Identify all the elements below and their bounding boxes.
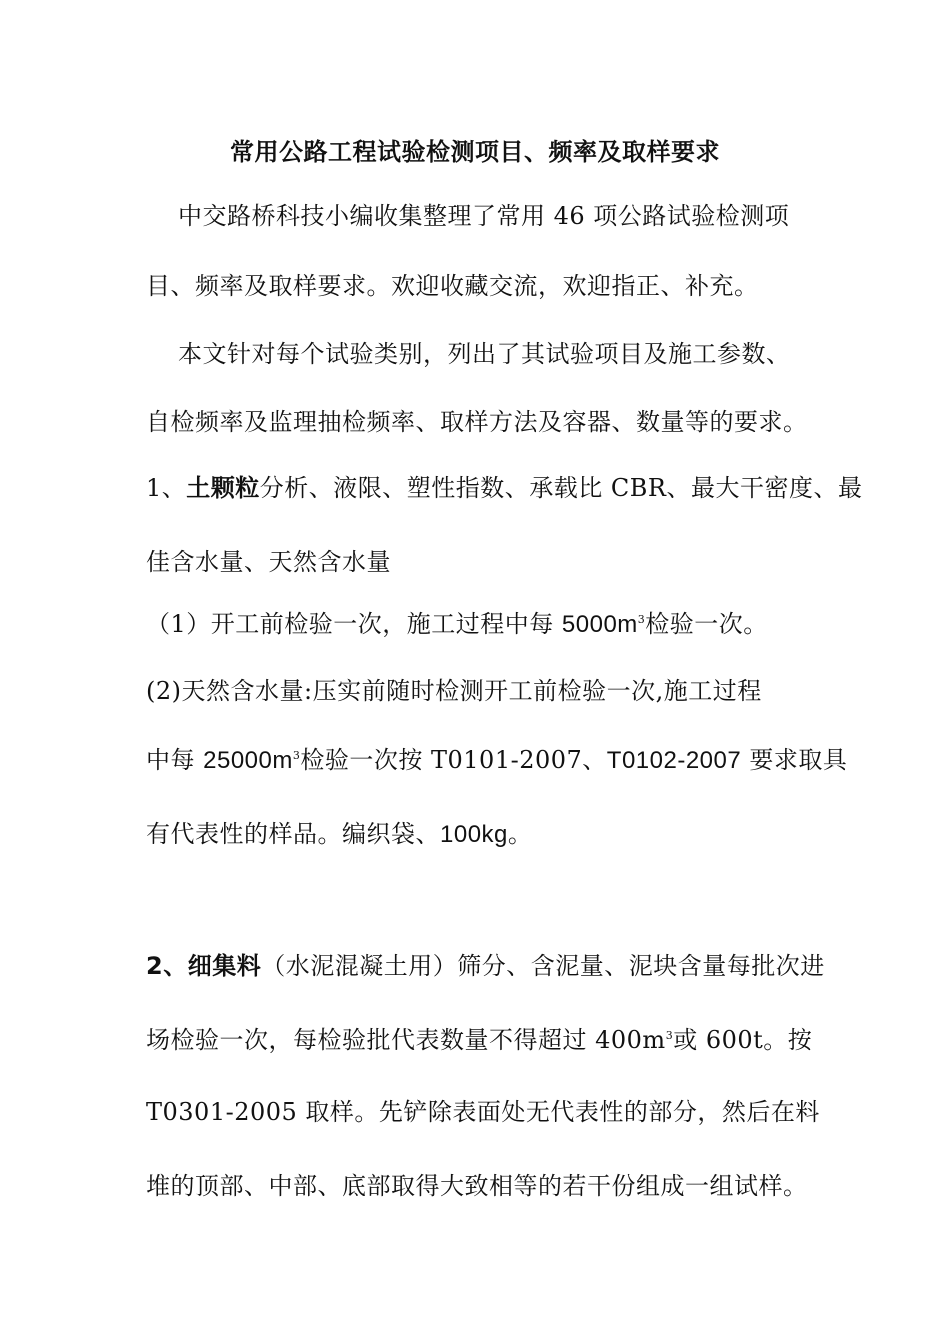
- section2-line-4: 堆的顶部、中部、底部取得大致相等的若干份组成一组试样。: [146, 1172, 808, 1200]
- section1-heading-line: [146, 472, 863, 504]
- section1-item2-line1: (2)天然含水量:压实前随时检测开工前检验一次,施工过程: [146, 677, 762, 705]
- section1-item2-line3-text-b: 。: [507, 820, 533, 848]
- section1-line1-text: 分析、液限、塑性指数、承载比 CBR、最大干密度、最: [259, 474, 863, 502]
- section1-item1-text-a: （1）开工前检验一次，施工过程中每: [146, 610, 562, 638]
- section2-line2-text-a: 场检验一次，每检验批代表数量不得超过 400m: [146, 1026, 666, 1054]
- intro-line-1: 中交路桥科技小编收集整理了常用 46 项公路试验检测项: [178, 202, 790, 230]
- section1-item2-text-c: 要求取具: [741, 746, 848, 774]
- page-title: 常用公路工程试验检测项目、频率及取样要求: [230, 138, 720, 166]
- section2-number: 2、: [146, 952, 188, 980]
- section1-item2-line3: [146, 818, 826, 851]
- section2-heading-line: [146, 950, 826, 982]
- intro-line-3: 本文针对每个试验类别，列出了其试验项目及施工参数、: [178, 340, 791, 368]
- section1-item2-text-b: 检验一次按 T0101-2007、: [300, 746, 607, 774]
- intro-line-2: 目、频率及取样要求。欢迎收藏交流，欢迎指正、补充。: [146, 272, 759, 300]
- section1-item2-line3-text-a: 有代表性的样品。编织袋、: [146, 820, 440, 848]
- section1-term: 土颗粒: [186, 474, 260, 502]
- section1-item2-line2: [146, 744, 848, 777]
- section1-line-2: 佳含水量、天然含水量: [146, 548, 391, 576]
- section2-line-2: [146, 1024, 826, 1056]
- section2-line2-text-b: 或 600t。按: [673, 1026, 813, 1054]
- section1-item2-quantity: 25000m: [203, 747, 293, 774]
- section1-item2-text-a: 中每: [146, 746, 204, 774]
- intro-line-4: 自检频率及监理抽检频率、取样方法及容器、数量等的要求。: [146, 408, 808, 436]
- section1-item2-superscript: 3: [292, 749, 301, 762]
- section1-item1: [146, 608, 826, 641]
- section1-item1-text-b: 检验一次。: [645, 610, 768, 638]
- section1-item2-code: T0102-2007: [606, 747, 742, 774]
- section2-line-3: T0301-2005 取样。先铲除表面处无代表性的部分，然后在料: [146, 1098, 820, 1126]
- section1-item1-superscript: 3: [637, 613, 646, 626]
- section1-number: 1、: [146, 474, 187, 502]
- section2-superscript: 3: [665, 1029, 674, 1042]
- section2-term: 细集料: [187, 952, 262, 980]
- section1-item2-weight: 100kg: [440, 821, 508, 848]
- section2-line1-text: （水泥混凝土用）筛分、含泥量、泥块含量每批次进: [261, 952, 825, 980]
- section1-item1-quantity: 5000m: [561, 611, 638, 638]
